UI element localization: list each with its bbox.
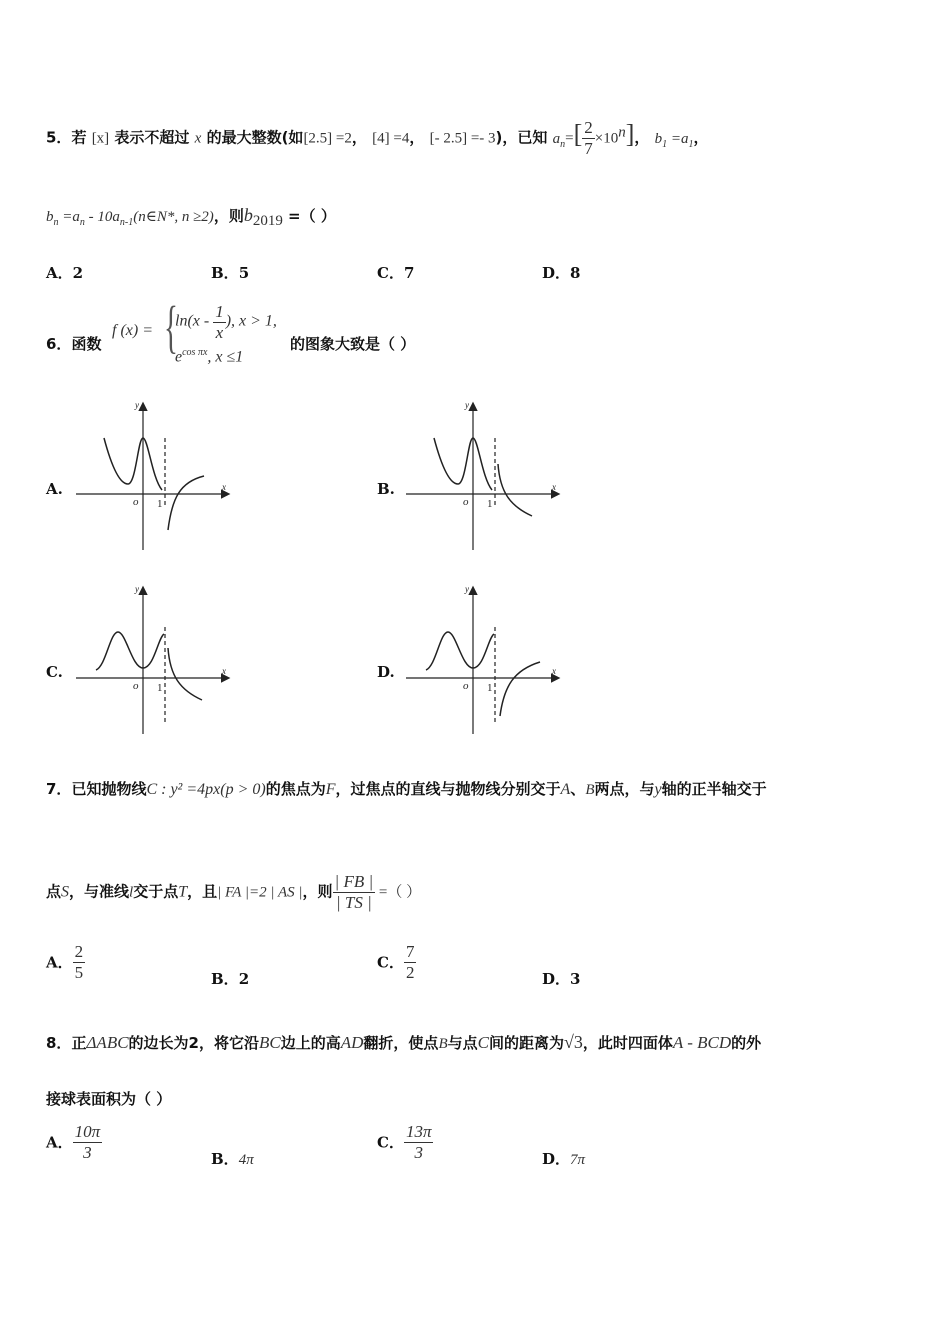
origin-label: o (463, 680, 469, 692)
q6-function-name: f (x) = (112, 322, 153, 339)
q6-line: 6．函数 (46, 335, 102, 353)
q8-option-a[interactable]: A． $\frac{10\pi}{3}$ (46, 1122, 101, 1162)
q5-b1: $b_1 =a_1$ (654, 130, 694, 150)
q8-option-d[interactable]: D．7π (542, 1150, 586, 1168)
q6-graph-d[interactable] (406, 582, 566, 737)
q6-option-c-label[interactable]: C. (46, 663, 63, 681)
q5-recurrence: $b_n =a_n$ - $10a_{n-1}(n\in N*$, n ≥2) (46, 209, 214, 228)
q7-option-a[interactable]: A． $\frac{2}{5}$ (46, 942, 84, 982)
tick-label: 1 (487, 682, 493, 694)
q5-line1: 5．若 [x] 表示不超过 x 的最大整数(如[2.5] =2， [4] =4， [- 2.5] =- 3)，已知 $a_n=$[ $\frac{2}{7}$ $\times 10^n$]， $b_1 =a_1$， (46, 118, 709, 158)
q6-brace: { (164, 294, 178, 359)
origin-label: o (463, 496, 469, 508)
q7-option-c[interactable]: C． $\frac{7}{2}$ (377, 942, 415, 982)
q5-line2: $b_n =a_n$ - $10a_{n-1}(n\in N*$, n ≥2)，则$b_{2019}$ =（ ） (46, 205, 336, 229)
q5-floor-x: [x] (91, 130, 110, 147)
q8-number: 8． (46, 1034, 72, 1052)
q6-case1: ln(x - $\frac{1}{x}$ ), x > 1, (175, 302, 277, 342)
q5-number: 5． (46, 128, 72, 147)
q6-option-a-label[interactable]: A. (46, 480, 63, 498)
q8-option-b[interactable]: B．4π (211, 1150, 254, 1168)
q6-number: 6． (46, 335, 72, 353)
origin-label: o (133, 496, 139, 508)
curve-left (96, 632, 164, 670)
q5-option-b[interactable]: B．5 (211, 264, 250, 282)
curve-right (168, 476, 204, 530)
curve-left (104, 438, 162, 490)
q6-graph-a[interactable] (76, 398, 236, 553)
q5-option-c[interactable]: C．7 (377, 264, 415, 282)
q7-option-b[interactable]: B．2 (211, 970, 250, 988)
q6-graph-b[interactable] (406, 398, 566, 553)
axis-label-x: x (222, 666, 226, 676)
q6-case2: $e^{cos \pi x}$, x ≤1 (175, 347, 244, 366)
axis-label-y: y (135, 400, 139, 410)
axis-label-y: y (465, 400, 469, 410)
q7-line1: 7．已知抛物线C : y² =4px(p > 0)的焦点为F，过焦点的直线与抛物线分别交于A、B两点，与y轴的正半轴交于 (46, 780, 767, 798)
q6-graph-c[interactable] (76, 582, 236, 737)
axis-label-y: y (135, 584, 139, 594)
q8-line1: 8．正ΔABC的边长为2，将它沿BC边上的高AD翻折，使点B与点C间的距离为√3，此时四面体A - BCD的外 (46, 1032, 762, 1052)
q7-number: 7． (46, 780, 72, 798)
tick-label: 1 (487, 498, 493, 510)
curve-right (168, 648, 202, 700)
axis-label-x: x (222, 482, 226, 492)
q7-ratio: $\frac{| FB |}{| TS |}$ (334, 872, 374, 912)
axis-label-y: y (465, 584, 469, 594)
curve-left (426, 632, 494, 670)
q6-option-b-label[interactable]: B. (377, 480, 395, 498)
q5-an-formula: $a_n$ (552, 130, 566, 150)
q7-condition: | FA |=2 | AS | (217, 884, 303, 901)
curve-left (434, 438, 492, 490)
q8-option-c[interactable]: C． $\frac{13\pi}{3}$ (377, 1122, 432, 1162)
origin-label: o (133, 680, 139, 692)
tick-label: 1 (157, 498, 163, 510)
q6-option-d-label[interactable]: D. (377, 663, 395, 681)
curve-right (498, 464, 532, 516)
q8-line2: 接球表面积为（ ） (46, 1090, 172, 1108)
q5-option-a[interactable]: A．2 (46, 264, 84, 282)
q7-line2: 点S，与准线l交于点T，且| FA |=2 | AS |，则 $\frac{| FB |}{| TS |}$ =（ ） (46, 872, 422, 912)
q7-parabola: C : y² =4px(p > 0) (146, 781, 266, 798)
axis-label-x: x (552, 482, 556, 492)
q5-option-d[interactable]: D．8 (542, 264, 581, 282)
tick-label: 1 (157, 682, 163, 694)
curve-right (500, 662, 540, 716)
q7-option-d[interactable]: D．3 (542, 970, 581, 988)
axis-label-x: x (552, 666, 556, 676)
